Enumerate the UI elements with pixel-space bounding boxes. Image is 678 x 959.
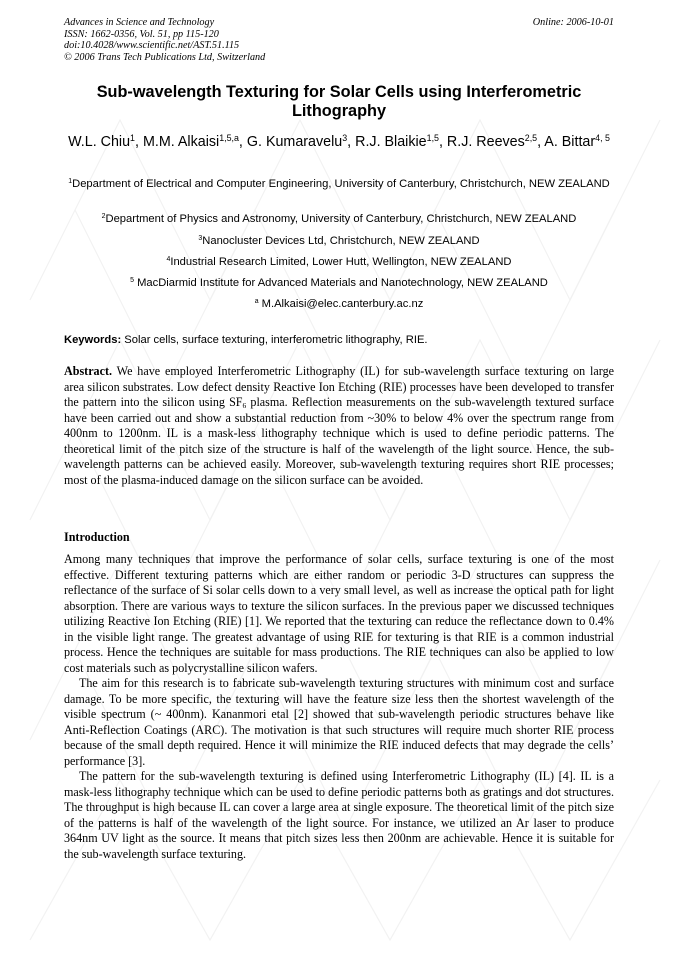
- affiliation-text: MacDiarmid Institute for Advanced Materials and Nanotechnology, NEW ZEALAND: [133, 277, 548, 289]
- affiliation: [64, 235, 614, 248]
- paper-title: Sub-wavelength Texturing for Solar Cells using Interferometric Lithography: [96, 83, 582, 120]
- affiliation-mark: 4: [166, 256, 171, 264]
- affiliation-text: M.Alkaisi@elec.canterbury.ac.nz: [258, 298, 424, 310]
- keywords-label: Keywords:: [64, 334, 122, 346]
- journal-doi: doi:10.4028/www.scientific.net/AST.51.115: [64, 40, 240, 52]
- journal-name: Advances in Science and Technology: [64, 17, 215, 28]
- affiliation: [64, 178, 614, 191]
- journal-issn: ISSN: 1662-0356, Vol. 51, pp 115-120: [64, 28, 219, 40]
- author-name: R.J. Blaikie: [355, 134, 427, 150]
- author-affil-mark: 2,5: [524, 133, 538, 144]
- author-name: R.J. Reeves: [446, 134, 525, 150]
- affiliation-mark: 5: [130, 277, 134, 285]
- author-list: W.L. Chiu$^1$, M.M. Alkaisi$^{1,5,a}$, G. Kumaravelu$^3$, R.J. Blaikie$^{1,5}$, R.J. Reeves$^{2,5}$, A. Bittar$^{4, 5}$: [68, 133, 610, 150]
- paragraph: The aim for this research is to fabricate sub-wavelength texturing structures with minimum cost and surface damage. To be more specific, the texturing will have the feature size less then the shortest wavelength of the visible spectrum (~ 400nm). Kananmori etal [2] showed that sub-wavelength periodic structures behave like Anti-Reflection Coatings (ARC). The motivation is that such structures will require much shorter RIE process because of the small depth required. Hence it will minimize the RIE induced defects that may degrade the cells’ performance [3].: [64, 676, 614, 768]
- author-affil-mark: 1: [130, 133, 135, 144]
- affiliation: [64, 213, 614, 226]
- affiliation-mark: a: [254, 298, 259, 306]
- affiliation-text: Nanocluster Devices Ltd, Christchurch, NEW ZEALAND: [202, 235, 480, 247]
- journal-copyright: © 2006 Trans Tech Publications Ltd, Switzerland: [64, 51, 266, 63]
- journal-header: [64, 17, 614, 63]
- abstract-label: Abstract.: [64, 364, 113, 378]
- abstract-text: We have employed Interferometric Lithography (IL) for sub-wavelength surface texturing on large area silicon substrates. Low defect density Reactive Ion Etching (RIE) processes have been developed to transfer the pattern into the silicon using SF: [64, 364, 614, 409]
- affiliation-text: Industrial Research Limited, Lower Hutt, Wellington, NEW ZEALAND: [170, 256, 512, 268]
- introduction-body: [64, 552, 614, 862]
- affiliation-email: [64, 298, 614, 311]
- section-heading-introduction: Introduction: [64, 530, 130, 544]
- affiliation: [64, 256, 614, 269]
- abstract-text-cont: plasma. Reflection measurements on the sub-wavelength textured surface have been carried out and show a substantial reduction from ~30% to below 4% over the spectrum range from 400nm to 1200nm. IL is a mask-less lithography technique which is used to define periodic patterns. The theoretical limit of the pitch size of the structure is half of the wavelength of the light source. Hence, the sub-wavelength patterns can be achieved easily. Moreover, sub-wavelength texturing requires short RIE processes; most of the plasma-induced damage on the silicon surface can be avoided.: [64, 395, 614, 487]
- affiliation-mark: 1: [68, 178, 73, 186]
- paragraph: Among many techniques that improve the performance of solar cells, surface texturing is one of the most effective. Different texturing patterns which are either random or periodic 3-D structures can suppress the reflectance of the surface of Si solar cells down to a very small level, as well as increase the optical path for light absorption. There are various ways to texture the silicon surfaces. In the previous paper we discussed techniques utilizing Reactive Ion Etching (RIE) [1]. We reported that the texturing can reduce the reflectance down to 0.4% in the visible light range. The greatest advantage of using RIE for texturing is that RIE is a common industrial process. Hence the techniques are suitable for mass productions. The RIE techniques can also be applied to low cost materials such as polycrystalline silicon wafers.: [64, 552, 614, 675]
- affiliation-mark: 3: [198, 235, 203, 243]
- keywords-text: Solar cells, surface texturing, interferometric lithography, RIE.: [121, 334, 428, 346]
- keywords: [64, 334, 614, 346]
- author-affil-mark: 1,5,a: [219, 133, 239, 144]
- author-name: M.M. Alkaisi: [142, 134, 220, 150]
- affiliation-text: Department of Physics and Astronomy, University of Canterbury, Christchurch, NEW ZEALAND: [105, 213, 577, 225]
- paragraph: The pattern for the sub-wavelength texturing is defined using Interferometric Lithography (IL) [4]. IL is a mask-less lithography technique which can be used to define periodic patterns both as gratings and dot structures. The throughput is high because IL can cover a large area at single exposure. The theoretical limit of the pitch size of the patterns is half of the wavelength of the light source. For instance, we utilized an Ar laser to produce 364nm UV light as the source. It means that pitch sizes less then 200nm are achievable. Hence it is suitable for the sub-wavelength surface texturing.: [64, 769, 614, 861]
- author-name: A. Bittar: [544, 134, 596, 150]
- author-name: W.L. Chiu: [68, 134, 131, 150]
- abstract: [64, 364, 614, 488]
- online-date: Online: 2006-10-01: [532, 17, 614, 28]
- abstract-subscript: 6: [242, 400, 247, 410]
- author-affil-mark: 4, 5: [595, 133, 610, 144]
- author-name: G. Kumaravelu: [246, 134, 343, 150]
- author-affil-mark: 3: [342, 133, 348, 144]
- affiliation: [64, 277, 614, 290]
- affiliation-mark: 2: [101, 213, 106, 221]
- affiliation-text: Department of Electrical and Computer Engineering, University of Canterbury, Christchurch, NEW ZEALAND: [72, 178, 610, 190]
- author-affil-mark: 1,5: [426, 133, 439, 144]
